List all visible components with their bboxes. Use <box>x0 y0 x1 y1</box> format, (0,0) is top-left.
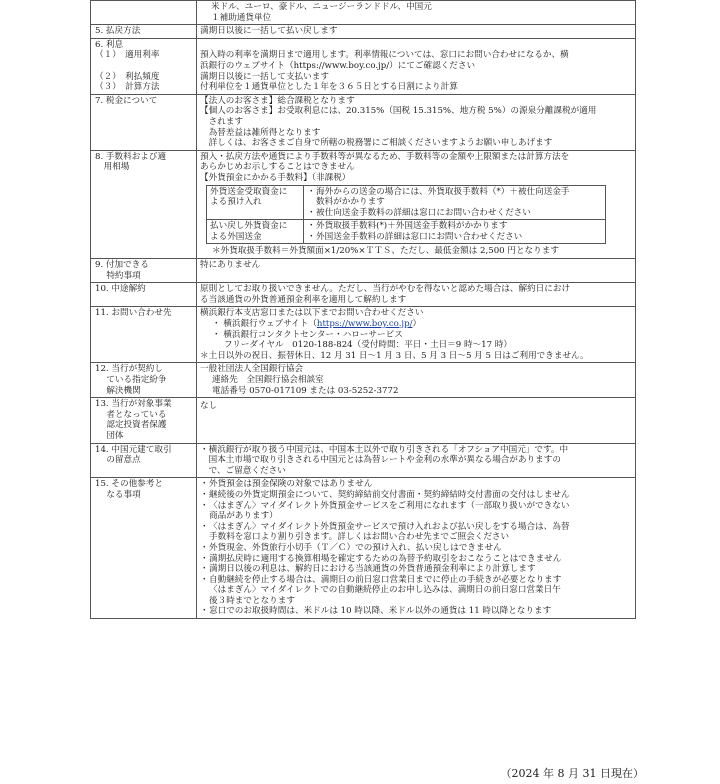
row-label: 7. 税金について <box>91 94 197 150</box>
fee-bullet: ・ 被仕向送金手数料の詳細は窓口にお問い合わせください <box>307 208 602 219</box>
fee-bullet-line: 数料がかかります <box>316 197 385 208</box>
other-bullet: ・ 満期払戻時に適用する換算相場を確定するための為替予約取引をおこなうことはできません <box>200 554 632 565</box>
fee-detail-value <box>304 185 606 220</box>
fees-label-line: 用相場 <box>95 162 130 173</box>
fee-detail-row <box>207 220 606 244</box>
interest-label: 6. 利息 <box>95 39 124 50</box>
as-of-date: （2024 年 8 月 31 日現在） <box>500 767 644 780</box>
interest-rate-line: 浜銀行のウェブサイト（https://www.boy.co.jp/）にてご確認ください <box>200 60 476 71</box>
row-value-tax <box>197 94 636 150</box>
contact-web-suffix: ） <box>412 319 422 330</box>
other-bullet-line: 継続後の外貨定期預金について、契約締結前交付書面・契約締結時交付書面の交付はしません <box>209 489 570 500</box>
contact-center: ・ 横浜銀行コンタクトセンター・ハローサービス <box>212 329 403 340</box>
other-bullet-line: 商品があります） <box>209 511 278 522</box>
other-bullet-line: 窓口でのお取扱時間は、米ドルは 10 時以降、米ドル以外の通貨は 11 時以降となります <box>209 606 552 617</box>
other-bullet-line: 手数料を窓口より割り引きます。詳しくはお問い合わせ先までご照会ください <box>209 532 510 543</box>
row-currency <box>91 1 636 25</box>
row-label: 10. 中途解約 <box>91 283 197 307</box>
dispute-phone: 電話番号 0570-017109 または 03-5252-3772 <box>212 385 399 396</box>
row-dispute <box>91 363 636 398</box>
interest-frequency: 満期日以後に一括して支払います <box>200 71 329 82</box>
tax-line: 詳しくは、お客さまご自身で所轄の税務署にご相談くださいますようお願い申しあげます <box>200 138 553 149</box>
other-bullet-line: 外貨現金、外貨旅行小切手（Ｔ／Ｃ）での預け入れ、払い戻しはできません <box>209 542 502 553</box>
other-bullet-line: 満期払戻時に適用する換算相場を確定するための為替予約取引をおこなうことはできません <box>209 553 562 564</box>
row-cny <box>91 443 636 478</box>
other-bullet: ・ 満期日以後の利息は、解約日における当該通貨の外貨普通預金利率により計算します <box>200 564 632 575</box>
fees-line: 預入・払戻方法や通貨により手数料等が異なるため、手数料等の金額や上限額または計算方法を <box>200 151 570 162</box>
additional-label-line: 特約事項 <box>95 270 141 281</box>
row-label <box>91 363 197 398</box>
fee-bullet-line: 外国送金手数料の詳細は窓口にお問い合わせください <box>316 231 523 242</box>
cny-label-line: 14. 中国元建て取引 <box>95 444 172 455</box>
row-label: 11. お問い合わせ先 <box>91 307 197 363</box>
fee-detail-table <box>206 185 606 245</box>
row-label <box>91 259 197 283</box>
fee-detail-row <box>207 185 606 220</box>
other-bullet: ・ 継続後の外貨定期預金について、契約締結前交付書面・契約締結時交付書面の交付はしません <box>200 490 632 501</box>
currency-line: 米ドル、ユーロ、豪ドル、ニュージーランドドル、中国元 <box>211 2 432 12</box>
other-bullet: ・ 〈はまぎん〉マイダイレクト外貨預金サービスで預け入れおよび払い戻しをする場合は、為替 手数料を窓口より割り引きます。詳しくはお問い合わせ先までご照会ください <box>200 522 632 543</box>
fee-bullet-line: 外貨取扱手数料(*)＋外国送金手数料がかかります <box>316 221 508 232</box>
row-other <box>91 478 636 619</box>
cny-line: ・横浜銀行が取り扱う中国元は、中国本土以外で取り引きされる「オフショア中国元」です。中 <box>200 444 569 455</box>
dispute-label-line: 解決機関 <box>95 385 141 396</box>
other-bullet: ・ 外貨現金、外貨旅行小切手（Ｔ／Ｃ）での預け入れ、払い戻しはできません <box>200 543 632 554</box>
fee-bullet-line: 被仕向送金手数料の詳細は窓口にお問い合わせください <box>316 207 531 218</box>
fee-detail-label-line: 外貨送金受取資金に <box>210 186 288 197</box>
currency-line: １補助通貨単位 <box>211 12 272 23</box>
contact-web <box>200 319 632 330</box>
fees-line: あらかじめお示しすることはできません <box>200 162 355 173</box>
row-label: 5. 払戻方法 <box>91 25 197 39</box>
row-value-cancel <box>197 283 636 307</box>
other-bullet: ・ 外貨預金は預金保険の対象ではありません <box>200 479 632 490</box>
row-label <box>91 398 197 443</box>
fee-bullet: ・ 海外からの送金の場合には、外貨取扱手数料（*）＋被仕向送金手 数料がかかります <box>307 187 602 208</box>
fees-line: 【外貨預金にかかる手数料】（非課税） <box>200 172 351 183</box>
row-payment <box>91 25 636 39</box>
row-value <box>197 398 636 443</box>
fee-bullet: ・ 外国送金手数料の詳細は窓口にお問い合わせください <box>307 232 602 243</box>
fee-detail-label-line: 払い戻し外貨資金に <box>210 221 288 232</box>
row-label <box>91 478 197 619</box>
row-label <box>91 38 197 94</box>
row-value: 満期日以後に一括して払い戻します <box>197 25 636 39</box>
certified-label-line: 13. 当行が対象事業 <box>95 399 172 410</box>
fee-detail-value <box>304 220 606 244</box>
other-bullet-line: 外貨預金は預金保険の対象ではありません <box>209 479 373 490</box>
row-label <box>91 443 197 478</box>
row-value-dispute <box>197 363 636 398</box>
row-tax <box>91 94 636 150</box>
other-bullet: ・ 〈はまぎん〉マイダイレクト外貨預金サービスをご利用になれます（一部取り扱いができない 商品があります） <box>200 501 632 522</box>
cny-line: で、ご留意ください <box>200 465 286 476</box>
other-label-line: 15. その他参考と <box>95 479 163 490</box>
dispute-label-line: ている指定紛争 <box>95 375 167 385</box>
cny-line: 国本土市場で取り引きされる中国元とは為替レートや金利の水準が異なる場合がありますの <box>200 455 561 466</box>
tax-line: 【個人のお客さま】お受取利息には、20.315%（国税 15.315%、地方税 5%）の源泉分離課税が適用 <box>200 106 597 117</box>
row-value-currency <box>197 1 636 25</box>
row-value-interest <box>197 38 636 94</box>
contact-freedial: フリーダイヤル 0120-188-824（受付時間：平日・土日＝9 時〜17 時） <box>224 340 512 351</box>
row-value-contact <box>197 307 636 363</box>
fee-bullet: ・ 外貨取扱手数料(*)＋外国送金手数料がかかります <box>307 221 602 232</box>
row-value-cny <box>197 443 636 478</box>
row-fees <box>91 150 636 258</box>
other-label-line: なる事項 <box>95 489 141 500</box>
interest-sub2-label: （２） 利払頻度 <box>95 71 160 82</box>
certified-label-line: 認定投資者保護 <box>95 420 167 431</box>
row-label-empty <box>91 1 197 25</box>
row-value-fees <box>197 150 636 258</box>
additional-label-line: 9. 付加できる <box>95 260 149 271</box>
contact-line: 横浜銀行本支店窓口または以下までお問い合わせください <box>200 308 424 319</box>
other-bullet-line: 後３時までとなります <box>209 595 295 606</box>
interest-sub3-label: （３） 計算方法 <box>95 82 160 93</box>
dispute-label-line: 12. 当行が契約し <box>95 364 163 375</box>
row-label <box>91 150 197 258</box>
other-bullet: ・ 自動継続を停止する場合は、満期日の前日窓口営業日までに停止の手続きが必要となります 〈はまぎん〉マイダイレクトでの自動継続停止のお申し込みは、満期日の前日窓口営業日午 後３時までとなります <box>200 575 632 607</box>
interest-sub1-label: （１） 適用利率 <box>95 50 160 61</box>
other-bullet-line: 満期日以後の利息は、解約日における当該通貨の外貨普通預金利率により計算します <box>209 564 536 575</box>
other-bullet: ・ 窓口でのお取扱時間は、米ドルは 10 時以降、米ドル以外の通貨は 11 時以降となります <box>200 606 632 617</box>
fee-bullet-line: 海外からの送金の場合には、外貨取扱手数料（*）＋被仕向送金手 <box>316 186 570 197</box>
row-interest <box>91 38 636 94</box>
certified-label-line: 者となっている <box>95 409 167 420</box>
cny-label-line: の留意点 <box>95 455 141 466</box>
tax-line: 【法人のお客さま】総合課税となります <box>200 95 355 106</box>
certified-text: なし <box>200 401 218 412</box>
row-contact <box>91 307 636 363</box>
cancel-line: 原則としてお取り扱いできません。ただし、当行がやむを得ないと認めた場合は、解約日におけ <box>200 284 571 295</box>
fee-note: ＊外貨取扱手数料＝外貨額面×1/20%×ＴＴＳ、ただし、最低金額は 2,500 円となります <box>212 246 559 257</box>
other-bullet-line: 自動継続を停止する場合は、満期日の前日窓口営業日までに停止の手続きが必要となります <box>209 574 562 585</box>
row-value: 特にありません <box>197 259 636 283</box>
other-bullet-line: 〈はまぎん〉マイダイレクト外貨預金サービスをご利用になれます（一部取り扱いができない <box>209 500 570 511</box>
fee-detail-label <box>207 220 304 244</box>
dispute-contact: 連絡先 全国銀行協会相談室 <box>212 375 324 385</box>
row-cancel <box>91 283 636 307</box>
fee-detail-label <box>207 185 304 220</box>
fees-label-line: 8. 手数料および適 <box>95 151 167 162</box>
website-link[interactable]: https://www.boy.co.jp/ <box>316 319 413 330</box>
fee-detail-label-line: よる預け入れ <box>210 197 262 208</box>
dispute-org: 一般社団法人全国銀行協会 <box>200 364 304 375</box>
other-bullet-line: 〈はまぎん〉マイダイレクトでの自動継続停止のお申し込みは、満期日の前日窓口営業日午 <box>209 585 561 596</box>
row-additional <box>91 259 636 283</box>
interest-rate-line: 預入時の利率を満期日まで適用します。利率情報については、窓口にお問い合わせになるか、横 <box>200 50 569 61</box>
other-bullet-line: 〈はまぎん〉マイダイレクト外貨預金サービスで預け入れおよび払い戻しをする場合は、為替 <box>209 521 570 532</box>
product-description-table <box>90 0 636 619</box>
row-certified <box>91 398 636 443</box>
cancel-line: る当該通貨の外貨普通預金利率を適用して解約します <box>200 294 407 305</box>
row-value-other <box>197 478 636 619</box>
certified-label-line: 団体 <box>95 430 124 441</box>
fee-detail-label-line: よる外国送金 <box>210 231 262 242</box>
interest-calculation: 付利単位を１通貨単位とした１年を３６５日とする日割により計算 <box>200 82 458 93</box>
tax-line: されます <box>200 116 243 127</box>
contact-web-prefix: ・ 横浜銀行ウェブサイト（ <box>212 319 317 330</box>
contact-note: ＊土日以外の祝日、振替休日、12 月 31 日〜1 月 3 日、5 月 3 日〜5 月 5 日はご利用できません。 <box>200 350 589 361</box>
tax-line: 為替差益は雑所得となります <box>200 127 321 138</box>
